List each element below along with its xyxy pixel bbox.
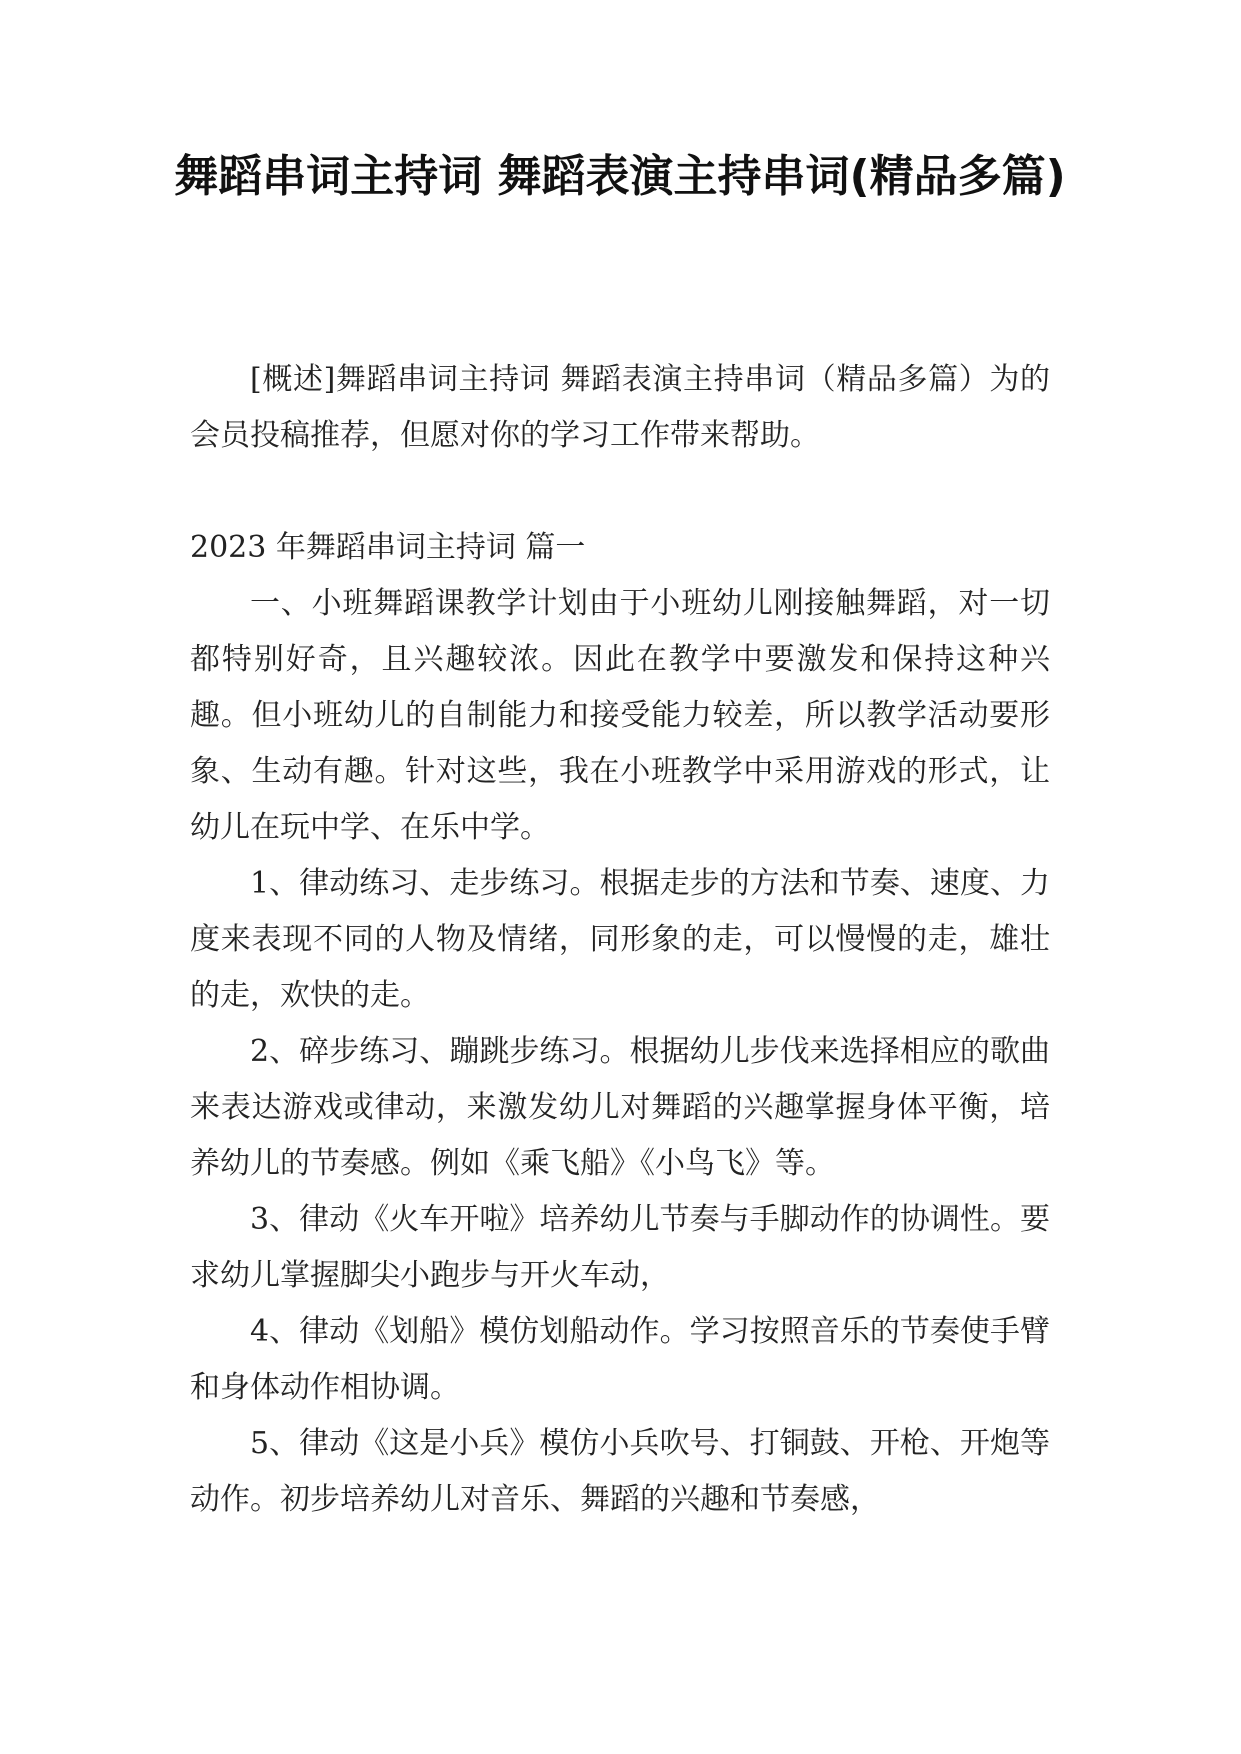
document-body (190, 352, 1050, 1528)
body-paragraph: 1、律动练习、走步练习。根据走步的方法和节奏、速度、力度来表现不同的人物及情绪，同形象的走，可以慢慢的走，雄壮的走，欢快的走。 (190, 866, 1050, 1013)
body-paragraph: 2、碎步练习、蹦跳步练习。根据幼儿步伐来选择相应的歌曲来表达游戏或律动，来激发幼儿对舞蹈的兴趣掌握身体平衡，培养幼儿的节奏感。例如《乘飞船》《小鸟飞》等。 (190, 1034, 1050, 1181)
body-paragraph: 5、律动《这是小兵》模仿小兵吹号、打铜鼓、开枪、开炮等动作。初步培养幼儿对音乐、舞蹈的兴趣和节奏感， (190, 1426, 1050, 1517)
document-title: 舞蹈串词主持词 舞蹈表演主持串词(精品多篇) (174, 151, 1066, 202)
body-paragraph: 3、律动《火车开啦》培养幼儿节奏与手脚动作的协调性。要求幼儿掌握脚尖小跑步与开火车动， (190, 1202, 1050, 1293)
section-spacer (190, 464, 1050, 520)
section-heading: 2023 年舞蹈串词主持词 篇一 (190, 530, 586, 565)
body-paragraph: 4、律动《划船》模仿划船动作。学习按照音乐的节奏使手臂和身体动作相协调。 (190, 1314, 1050, 1405)
summary-paragraph: [概述]舞蹈串词主持词 舞蹈表演主持串词（精品多篇）为的会员投稿推荐，但愿对你的学习工作带来帮助。 (190, 362, 1050, 453)
body-paragraph: 一、小班舞蹈课教学计划由于小班幼儿刚接触舞蹈，对一切都特别好奇，且兴趣较浓。因此在教学中要激发和保持这种兴趣。但小班幼儿的自制能力和接受能力较差，所以教学活动要形象、生动有趣。针对这些，我在小班教学中采用游戏的形式，让幼儿在玩中学、在乐中学。 (190, 586, 1050, 845)
